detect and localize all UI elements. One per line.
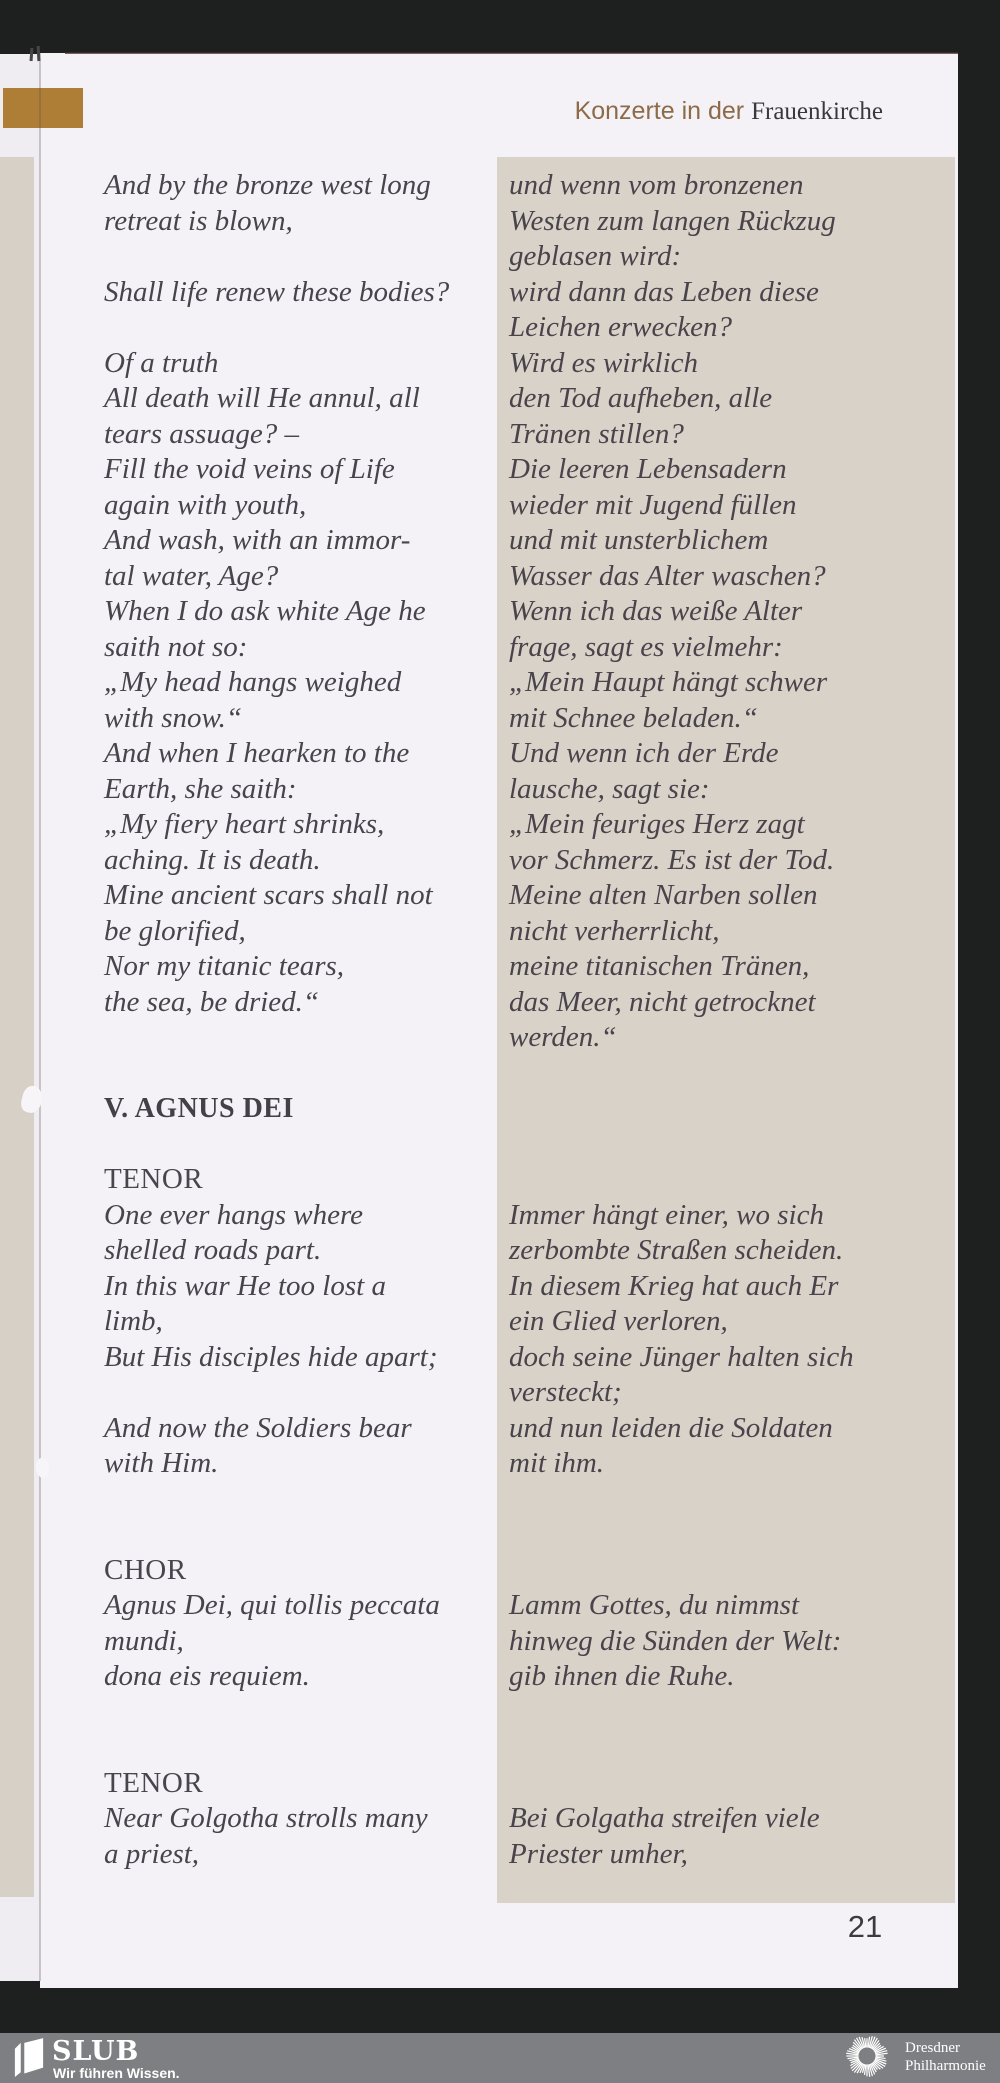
poem-line-english: And by the bronze west long [104,169,431,201]
poem-line-german: mit ihm. [509,1447,605,1479]
poem-line-english: And when I hearken to the [104,737,410,769]
poem-line-german: In diesem Krieg hat auch Er [509,1269,839,1302]
poem-line-german: lausche, sagt sie: [509,772,710,805]
poem-line-english [104,1517,504,1553]
slub-tagline: Wir führen Wissen. [53,2065,180,2081]
open-book-icon [13,2037,45,2077]
poem-line-english: mundi, [104,1624,184,1657]
poem-line-english: Of a truth [104,346,219,379]
poem-line-english: Shall life renew these bodies? [104,275,450,308]
poem-line-german [509,1482,955,1518]
poem-line-english: „My head hangs weighed [104,666,402,698]
brown-tab-marker [3,88,83,128]
header-series-label: Konzerte in der [574,97,745,125]
poem-line-german: den Tod aufheben, alle [509,382,773,414]
slub-logo-text: SLUB [52,2036,140,2067]
previous-page-beige-strip [0,157,34,1897]
poem-line-german: Tränen stillen? [509,417,684,450]
poem-line-german [509,1091,955,1127]
page-header [440,97,883,126]
poem-line-english: In this war He too lost a [104,1269,386,1302]
poem-line-english: But His disciples hide apart; [104,1340,438,1373]
starburst-icon [844,2033,890,2079]
poem-line-english: One ever hangs where [104,1198,364,1231]
poem-line-english [104,310,504,346]
poem-line-english: be glorified, [104,914,246,947]
poem-line-german: Priester umher, [509,1837,688,1870]
poem-line-english: „My fiery heart shrinks, [104,808,385,840]
previous-page-edge [0,54,40,1981]
poem-line-german: Immer hängt einer, wo sich [509,1198,824,1231]
poem-line-german: geblasen wird: [509,240,682,272]
poem-line-english: V. AGNUS DEI [104,1093,294,1124]
poem-line-english: the sea, be dried.“ [104,985,320,1018]
philharmonie-line1: Dresdner [905,2040,960,2056]
poem-line-english: again with youth, [104,488,307,521]
philharmonie-line2: Philharmonie [905,2058,986,2074]
poem-line-english: with Him. [104,1447,219,1479]
poem-line-english: retreat is blown, [104,204,293,237]
poem-line-english: Nor my titanic tears, [104,950,345,982]
poem-line-english: tal water, Age? [104,559,279,592]
poem-line-german: Wasser das Alter waschen? [509,559,826,592]
poem-line-german: das Meer, nicht getrocknet [509,985,816,1018]
poem-line-english: CHOR [104,1553,187,1586]
page-gutter-shadow [39,53,41,1981]
poem-line-english: Fill the void veins of Life [104,453,395,485]
poem-line-english: And wash, with an immor- [104,524,411,556]
poem-line-english: Earth, she saith: [104,772,297,805]
poem-line-german: vor Schmerz. Es ist der Tod. [509,843,835,876]
poem-line-german [509,1162,955,1198]
library-watermark-bar [0,2033,1000,2083]
poem-line-german [509,1056,955,1092]
poem-line-german: Und wenn ich der Erde [509,737,779,769]
poem-line-german: Leichen erwecken? [509,311,733,343]
poem-line-german: „Mein Haupt hängt schwer [509,666,828,698]
poem-line-english: limb, [104,1305,163,1337]
poem-line-german: versteckt; [509,1376,622,1408]
poem-line-german: wird dann das Leben diese [509,275,819,308]
poem-line-german [509,1695,955,1731]
poem-line-german: Die leeren Lebensadern [509,453,787,485]
poem-line-german: gib ihnen die Ruhe. [509,1660,735,1692]
poem-line-german: Meine alten Narben sollen [509,879,818,911]
poem-line-english: a priest, [104,1837,200,1870]
poem-line-english [104,1056,504,1092]
poem-line-german: zerbombte Straßen scheiden. [509,1234,844,1266]
poem-line-german: frage, sagt es vielmehr: [509,630,783,663]
poem-line-english [104,1127,504,1163]
poem-line-german [509,1730,955,1766]
poem-line-english [104,1695,504,1731]
page-number: 21 [847,1909,883,1944]
poem-line-english: When I do ask white Age he [104,595,426,627]
poem-line-german [509,1127,955,1163]
poem-line-german: meine titanischen Tränen, [509,950,810,982]
poem-line-german [509,1553,955,1589]
poem-line-english [104,1482,504,1518]
poem-line-german: wieder mit Jugend füllen [509,488,797,521]
poem-line-english [104,239,504,275]
poem-line-english [104,1375,504,1411]
poem-line-german: „Mein feuriges Herz zagt [509,808,805,840]
poem-line-german [509,1517,955,1553]
poem-line-english: saith not so: [104,630,248,663]
poem-line-german: doch seine Jünger halten sich [509,1340,854,1373]
poem-line-english: Agnus Dei, qui tollis peccata [104,1589,440,1621]
poem-line-german: und nun leiden die Soldaten [509,1411,833,1444]
poem-line-english: TENOR [104,1766,204,1799]
poem-line-german: Wird es wirklich [509,346,699,379]
poem-line-english: Mine ancient scars shall not [104,879,433,911]
poem-line-german: Westen zum langen Rückzug [509,204,836,237]
poem-line-german: und mit unsterblichem [509,524,769,556]
poem-line-german: Bei Golgatha streifen viele [509,1802,820,1834]
poem-line-german [509,1766,955,1802]
poem-line-german: und wenn vom bronzenen [509,169,804,201]
poem-line-english: And now the Soldiers bear [104,1411,412,1444]
philharmonie-logo-text [905,2039,986,2075]
poem-line-german: hinweg die Sünden der Welt: [509,1624,842,1657]
poem-line-english: TENOR [104,1163,204,1195]
poem-line-german: werden.“ [509,1021,617,1053]
poem-line-english: dona eis requiem. [104,1660,310,1692]
header-venue-label: Frauenkirche [751,98,883,125]
poem-line-english: aching. It is death. [104,843,321,876]
poem-line-german: mit Schnee beladen.“ [509,701,758,734]
poem-line-english [104,1730,504,1766]
pen-mark-artifact [37,46,41,61]
poem-line-english: All death will He annul, all [104,382,420,414]
poem-line-german: Lamm Gottes, du nimmst [509,1589,800,1621]
page-top-edge-shadow [65,52,958,54]
column-german [509,168,955,1872]
poem-line-english: tears assuage? – [104,417,299,450]
poem-line-german: nicht verherrlicht, [509,914,720,947]
poem-line-german: ein Glied verloren, [509,1305,728,1337]
poem-line-english [104,1020,504,1056]
poem-line-english: shelled roads part. [104,1234,322,1266]
column-english [104,168,504,1872]
poem-line-german: Wenn ich das weiße Alter [509,595,803,627]
poem-line-english: Near Golgotha strolls many [104,1802,428,1834]
poem-line-english: with snow.“ [104,701,243,734]
